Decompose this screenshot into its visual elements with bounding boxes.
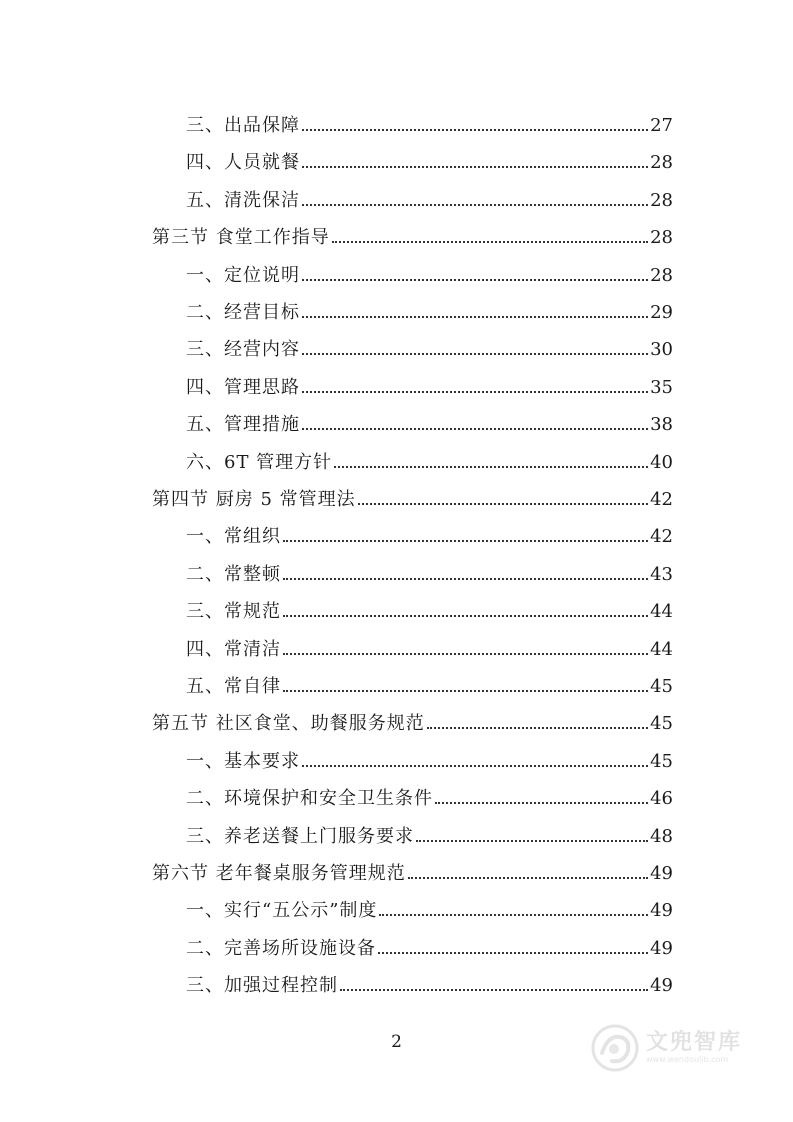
toc-entry-label: 三、常规范 [186,601,281,623]
toc-dot-leader [302,765,648,767]
toc-item-entry [186,399,673,436]
toc-entry-page: 42 [650,526,673,548]
page-number: 2 [391,1032,402,1052]
toc-dot-leader [334,466,648,468]
toc-entry-page: 45 [650,750,673,772]
toc-entry-label: 三、加强过程控制 [186,975,338,997]
toc-entry-page: 28 [650,152,673,174]
toc-dot-leader [302,166,648,168]
toc-item-entry [186,811,673,848]
toc-item-entry [186,661,673,698]
toc-item-entry [186,586,673,623]
toc-entry-label: 二、环境保护和安全卫生条件 [186,788,433,810]
toc-entry-label: 四、人员就餐 [186,152,300,174]
toc-dot-leader [416,840,648,842]
toc-dot-leader [435,802,648,804]
toc-entry-page: 30 [650,339,673,361]
toc-entry-page: 49 [650,863,673,884]
toc-entry-page: 46 [650,788,673,810]
toc-dot-leader [332,241,648,243]
toc-item-entry [186,137,673,174]
toc-entry-label: 一、实行“五公示”制度 [186,900,378,922]
toc-dot-leader [283,653,648,655]
toc-entry-label: 二、常整顿 [186,563,281,585]
toc-dot-leader [283,690,648,692]
toc-entry-label: 五、清洗保洁 [186,189,300,211]
toc-dot-leader [283,540,648,542]
toc-entry-label: 第六节 老年餐桌服务管理规范 [152,863,406,884]
toc-entry-page: 45 [650,676,673,697]
toc-entry-label: 二、经营目标 [186,302,300,323]
toc-dot-leader [408,877,648,879]
toc-entry-label: 第五节 社区食堂、助餐服务规范 [152,713,425,735]
toc-item-entry [186,923,673,960]
toc-entry-label: 三、养老送餐上门服务要求 [186,825,414,847]
toc-entry-label: 一、常组织 [186,526,281,548]
toc-entry-page: 43 [650,563,673,585]
toc-entry-label: 五、常自律 [186,676,281,697]
toc-item-entry [186,885,673,922]
toc-item-entry [186,100,673,137]
watermark-url: www.wendoulib.com [646,1055,729,1064]
toc-entry-page: 44 [650,638,673,660]
toc-entry-label: 三、经营内容 [186,339,300,361]
toc-section-entry [152,212,673,249]
toc-dot-leader [283,615,648,617]
toc-entry-page: 42 [650,489,673,510]
toc-section-entry [152,848,673,885]
toc-dot-leader [302,279,648,281]
toc-item-entry [186,549,673,586]
toc-entry-label: 第四节 厨房 5 常管理法 [152,489,356,510]
toc-entry-page: 40 [650,451,673,473]
toc-item-entry [186,773,673,810]
toc-dot-leader [302,391,648,393]
toc-item-entry [186,736,673,773]
toc-dot-leader [283,578,648,580]
toc-entry-label: 一、基本要求 [186,750,300,772]
toc-entry-page: 45 [650,713,673,735]
toc-item-entry [186,324,673,361]
toc-item-entry [186,250,673,287]
toc-entry-label: 四、管理思路 [186,376,300,398]
toc-entry-page: 35 [650,376,673,398]
toc-item-entry [186,511,673,548]
toc-dot-leader [378,952,648,954]
toc-section-entry [152,698,673,735]
toc-dot-leader [302,428,648,430]
watermark-logo-icon [590,1023,640,1073]
toc-entry-label: 第三节 食堂工作指导 [152,227,330,249]
toc-entry-label: 四、常清洁 [186,638,281,660]
toc-entry-page: 48 [650,825,673,847]
toc-item-entry [186,362,673,399]
toc-entry-page: 28 [650,189,673,211]
toc-dot-leader [302,316,648,318]
toc-entry-page: 28 [650,227,673,249]
toc-entry-page: 28 [650,264,673,286]
toc-dot-leader [427,727,648,729]
toc-dot-leader [302,129,648,131]
toc-item-entry [186,960,673,997]
toc-dot-leader [358,503,648,505]
watermark [590,1020,770,1076]
toc-entry-page: 27 [650,115,673,136]
toc-entry-page: 49 [650,975,673,997]
toc-entry-page: 44 [650,601,673,623]
toc-dot-leader [302,204,648,206]
toc-entry-label: 六、6T 管理方针 [186,451,333,473]
toc-dot-leader [340,989,648,991]
toc-entry-label: 五、管理措施 [186,414,300,436]
toc-item-entry [186,437,673,474]
toc-item-entry [186,175,673,212]
toc-item-entry [186,624,673,661]
toc-dot-leader [379,914,648,916]
toc-section-entry [152,474,673,511]
toc-entry-page: 49 [650,937,673,959]
toc-dot-leader [302,353,648,355]
toc-item-entry [186,287,673,324]
toc-entry-label: 一、定位说明 [186,264,300,286]
toc-entry-page: 38 [650,414,673,436]
watermark-name: 文兜智库 [646,1030,743,1055]
toc-entry-label: 三、出品保障 [186,115,300,136]
toc-entry-page: 29 [650,302,673,323]
toc-entry-page: 49 [650,900,673,922]
toc-entry-label: 二、完善场所设施设备 [186,937,376,959]
